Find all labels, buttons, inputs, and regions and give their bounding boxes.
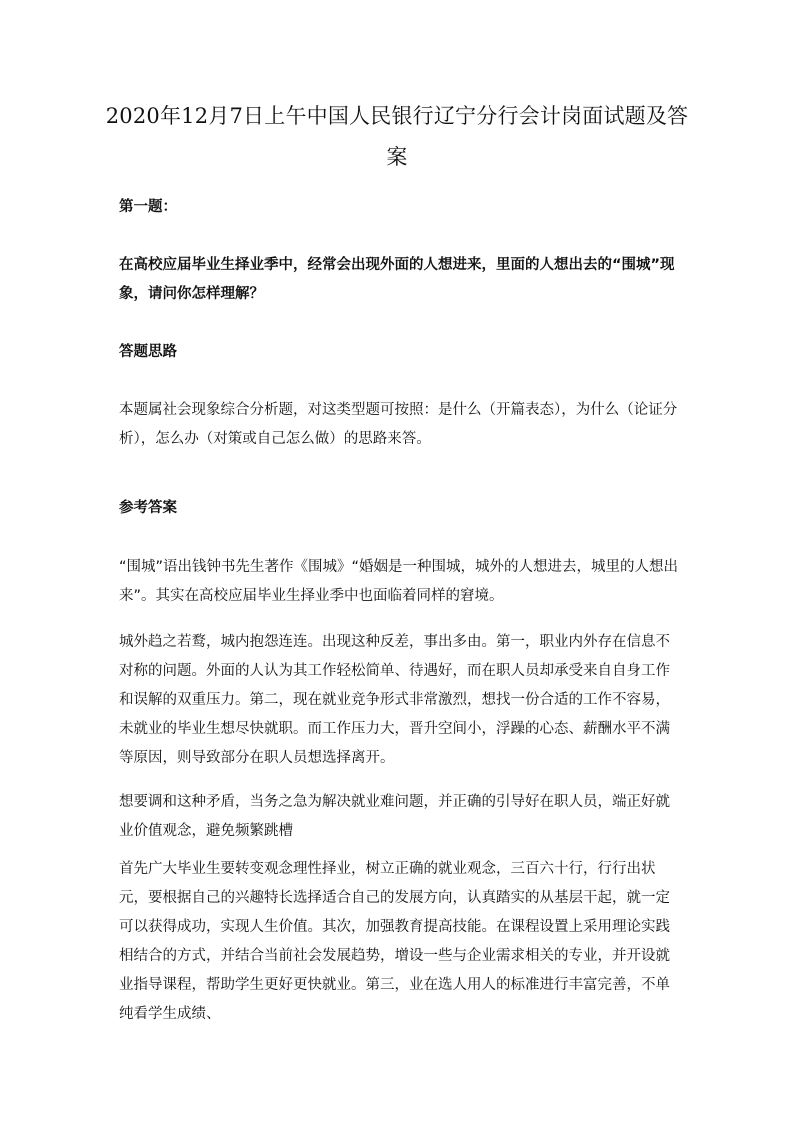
answer-paragraph: 想要调和这种矛盾，当务之急为解决就业难问题，并正确的引导好在职人员，端正好就业价值观念，避免频繁跳槽 [119, 794, 670, 839]
answer-paragraph: “围城”语出钱钟书先生著作《围城》“婚姻是一种围城，城外的人想进去，城里的人想出来”。其实在高校应届毕业生择业季中也面临着同样的窘境。 [119, 559, 679, 604]
answer-heading: 参考答案 [119, 500, 177, 516]
answer-paragraph: 城外趋之若鹜，城内抱怨连连。出现这种反差，事出多由。第一，职业内外存在信息不对称的问题。外面的人认为其工作轻松简单、待遇好，而在职人员却承受来自自身工作和误解的双重压力。第二，现在就业竞争形式非常激烈，想找一份合适的工作不容易，未就业的毕业生想尽快就职。而工作压力大，晋升空间小，浮躁的心态、薪酬水平不满等原因，则导致部分在职人员想选择离开。 [119, 634, 670, 766]
question-heading: 第一题： [119, 199, 177, 215]
answer-paragraph: 首先广大毕业生要转变观念理性择业，树立正确的就业观念，三百六十行，行行出状元，要根据自己的兴趣特长选择适合自己的发展方向，认真踏实的从基层干起，就一定可以获得成功，实现人生价值。其次，加强教育提高技能。在课程设置上采用理论实践相结合的方式，并结合当前社会发展趋势，增设一些与企业需求相关的专业，并开设就业指导课程，帮助学生更好更快就业。第三，业在选人用人的标准进行丰富完善，不单纯看学生成绩、 [119, 861, 670, 1022]
thinking-heading: 答题思路 [119, 344, 177, 360]
question-text: 在高校应届毕业生择业季中，经常会出现外面的人想进来，里面的人想出去的“围城”现象，请问你怎样理解？ [119, 257, 675, 302]
thinking-text: 本题属社会现象综合分析题，对这类型题可按照：是什么（开篇表态），为什么（论证分析），怎么办（对策或自己怎么做）的思路来答。 [119, 402, 678, 447]
document-title: 2020年12月7日上午中国人民银行辽宁分行会计岗面试题及答案 [105, 104, 689, 169]
